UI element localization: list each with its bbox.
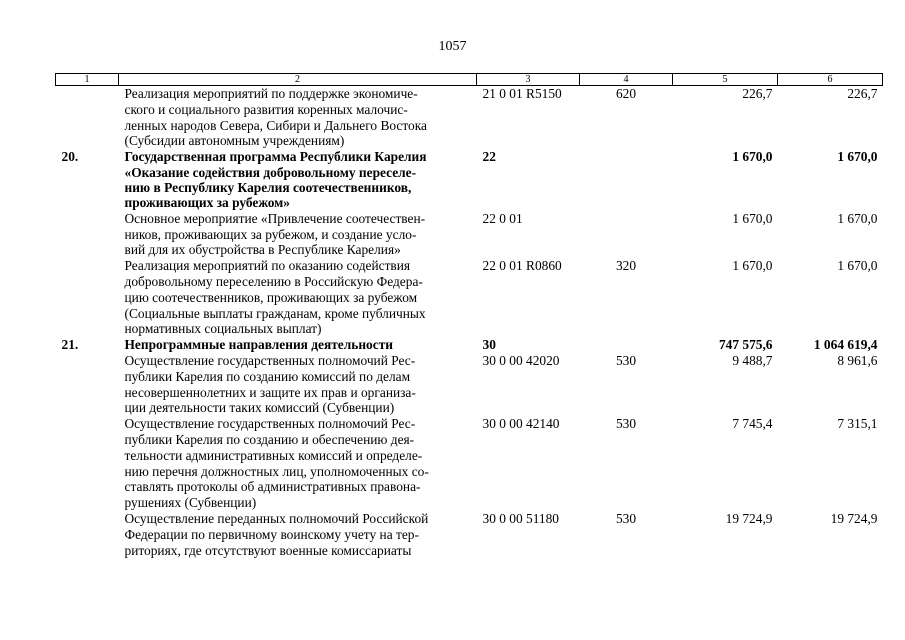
expense-type-code: 620 bbox=[615, 86, 637, 101]
amount-year-2: 1 670,0 bbox=[837, 210, 878, 226]
description-line: Непрограммные направления деятельности bbox=[124, 337, 393, 353]
description-line: вий для их обустройства в Республике Карелия» bbox=[124, 242, 401, 258]
description-line: ников, проживающих за рубежом, и создание усло- bbox=[124, 226, 417, 242]
table-body bbox=[56, 86, 883, 559]
description-line: тельности административных комиссий и определе- bbox=[124, 447, 423, 463]
description-line: нию в Республику Карелия соотечественников, bbox=[124, 180, 412, 195]
amount-year-2: 19 724,9 bbox=[830, 510, 878, 526]
column-header-4: 4 bbox=[580, 74, 673, 86]
amount-year-2: 1 064 619,4 bbox=[813, 337, 878, 353]
column-header-6: 6 bbox=[778, 74, 883, 86]
table-row bbox=[56, 511, 883, 558]
table-row bbox=[56, 86, 883, 150]
amount-year-1: 9 488,7 bbox=[732, 352, 773, 368]
row-description bbox=[119, 258, 477, 337]
expense-type-code bbox=[580, 211, 673, 258]
description-line: несовершеннолетних и защите их прав и организа- bbox=[124, 384, 416, 400]
description-line: рушениях (Субвенции) bbox=[124, 495, 257, 511]
table-row bbox=[56, 258, 883, 337]
description-line: публики Карелия по созданию комиссий по делам bbox=[124, 368, 411, 384]
description-line: цию соотечественников, проживающих за рубежом bbox=[124, 289, 418, 305]
expense-type-code: 320 bbox=[615, 258, 637, 274]
description-line: «Оказание содействия добровольному переселе- bbox=[124, 164, 417, 180]
description-line: ского и социального развития коренных малочис- bbox=[124, 101, 408, 117]
column-header-5: 5 bbox=[673, 74, 778, 86]
expense-type-code bbox=[580, 337, 673, 353]
amount-year-1: 226,7 bbox=[742, 86, 773, 101]
amount-year-2: 7 315,1 bbox=[837, 416, 878, 432]
table-row bbox=[56, 353, 883, 416]
column-header-3: 3 bbox=[477, 74, 580, 86]
table-row bbox=[56, 211, 883, 258]
budget-code: 30 0 00 42020 bbox=[482, 352, 560, 368]
row-description bbox=[119, 86, 477, 150]
budget-code: 30 0 00 42140 bbox=[482, 416, 560, 432]
amount-year-2: 1 670,0 bbox=[837, 149, 878, 165]
budget-code: 21 0 01 R5150 bbox=[482, 86, 562, 101]
table-row bbox=[56, 416, 883, 511]
row-number bbox=[56, 416, 119, 511]
description-line: (Субсидии автономным учреждениям) bbox=[124, 133, 345, 149]
table-row bbox=[56, 149, 883, 211]
column-header-2: 2 bbox=[119, 74, 477, 86]
row-number bbox=[56, 511, 119, 558]
budget-code: 22 0 01 bbox=[482, 210, 523, 226]
description-line: добровольному переселению в Российскую Федера- bbox=[124, 274, 423, 289]
column-number-row bbox=[56, 74, 883, 86]
page-number: 1057 bbox=[438, 39, 467, 54]
amount-year-1: 7 745,4 bbox=[732, 416, 773, 432]
description-line: нию перечня должностных лиц, уполномоченных со- bbox=[124, 463, 429, 479]
amount-year-2: 226,7 bbox=[847, 86, 878, 101]
expense-type-code: 530 bbox=[615, 352, 637, 368]
row-number bbox=[56, 86, 119, 150]
row-description bbox=[119, 211, 477, 258]
expense-type-code: 530 bbox=[615, 510, 637, 526]
row-description bbox=[119, 353, 477, 416]
description-line: ленных народов Севера, Сибири и Дальнего Востока bbox=[124, 117, 427, 133]
description-line: ции деятельности таких комиссий (Субвенции) bbox=[124, 400, 395, 416]
description-line: Осуществление государственных полномочий Рес- bbox=[124, 352, 416, 368]
amount-year-1: 1 670,0 bbox=[732, 149, 773, 165]
description-line: Государственная программа Республики Карелия bbox=[124, 149, 427, 165]
description-line: Осуществление государственных полномочий Рес- bbox=[124, 416, 416, 432]
description-line: Основное мероприятие «Привлечение соотечествен- bbox=[124, 210, 426, 226]
budget-code: 30 0 00 51180 bbox=[482, 510, 559, 526]
row-number: 21. bbox=[61, 337, 79, 353]
expense-type-code bbox=[580, 149, 673, 211]
budget-code: 22 bbox=[482, 149, 496, 165]
amount-year-1: 1 670,0 bbox=[732, 210, 773, 226]
description-line: (Социальные выплаты гражданам, кроме публичных bbox=[124, 305, 426, 321]
column-header-1: 1 bbox=[56, 74, 119, 86]
description-line: нормативных социальных выплат) bbox=[124, 321, 322, 337]
row-description bbox=[119, 337, 477, 353]
budget-code: 22 0 01 R0860 bbox=[482, 258, 562, 274]
row-description bbox=[119, 149, 477, 211]
description-line: Реализация мероприятий по оказанию содействия bbox=[124, 258, 411, 274]
budget-code: 30 bbox=[482, 337, 496, 353]
table-row bbox=[56, 337, 883, 353]
description-line: Осуществление переданных полномочий Российской bbox=[124, 510, 429, 526]
row-number: 20. bbox=[61, 149, 79, 165]
row-number bbox=[56, 258, 119, 337]
description-line: проживающих за рубежом» bbox=[124, 195, 290, 211]
expense-type-code: 530 bbox=[615, 416, 637, 432]
description-line: Федерации по первичному воинскому учету на тер- bbox=[124, 526, 419, 542]
amount-year-1: 1 670,0 bbox=[732, 258, 773, 274]
row-description bbox=[119, 416, 477, 511]
amount-year-2: 8 961,6 bbox=[837, 352, 878, 368]
amount-year-1: 19 724,9 bbox=[725, 510, 773, 526]
amount-year-2: 1 670,0 bbox=[837, 258, 878, 274]
description-line: публики Карелия по созданию и обеспечению дея- bbox=[124, 431, 415, 447]
amount-year-1: 747 575,6 bbox=[718, 337, 773, 353]
row-description bbox=[119, 511, 477, 558]
row-number bbox=[56, 211, 119, 258]
description-line: Реализация мероприятий по поддержке экономиче- bbox=[124, 86, 418, 101]
row-number bbox=[56, 353, 119, 416]
description-line: риториях, где отсутствуют военные комиссариаты bbox=[124, 542, 412, 558]
description-line: ставлять протоколы об административных правона- bbox=[124, 479, 421, 495]
budget-table bbox=[55, 73, 883, 558]
